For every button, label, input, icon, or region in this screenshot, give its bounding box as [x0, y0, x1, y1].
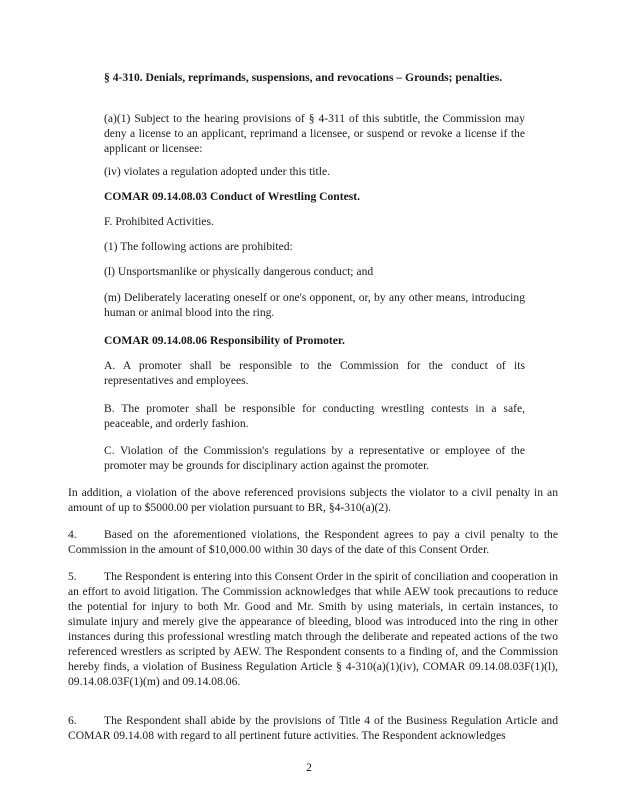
paragraph-f: F. Prohibited Activities. — [104, 215, 214, 228]
numbered-item-5 — [68, 569, 558, 689]
paragraph-l: (l) Unsportsmanlike or physically dangerous conduct; and — [104, 265, 374, 278]
paragraph-C: C. Violation of the Commission's regulations by a representative or employee of the promoter may be grounds for disciplinary action against the promoter. — [104, 444, 525, 472]
item-text: The Respondent shall abide by the provisions of Title 4 of the Business Regulation Article and COMAR 09.14.08 with regard to all pertinent future activities. The Respondent acknowledges — [68, 714, 558, 742]
page-number: 2 — [306, 761, 312, 774]
paragraph-a1: (a)(1) Subject to the hearing provisions of § 4-311 of this subtitle, the Commission may deny a license to an applicant, reprimand a licensee, or suspend or revoke a license if the applicant or licensee: — [104, 112, 525, 155]
item-number: 5. — [68, 570, 77, 583]
item-number: 4. — [68, 528, 77, 541]
paragraph-B: B. The promoter shall be responsible for conducting wrestling contests in a safe, peaceable, and orderly fashion. — [104, 402, 525, 430]
paragraph-A: A. A promoter shall be responsible to the Commission for the conduct of its representatives and employees. — [104, 359, 525, 387]
item-number: 6. — [68, 714, 77, 727]
item-text: The Respondent is entering into this Consent Order in the spirit of conciliation and cooperation in an effort to avoid litigation. The Commission acknowledges that while AEW took precautions to reduce the potential for injury to both Mr. Good and Mr. Smith by using materials, in certain instances, to simulate injury and merely give the appearance of bleeding, blood was introduced into the ring in other instances during this professional wrestling match through the deliberate and repeated actions of the two referenced wrestlers as scripted by AEW. The Respondent consents to a finding of, and the Commission hereby finds, a violation of Business Regulation Article § 4-310(a)(1)(iv), COMAR 09.14.08.03F(1)(l), 09.14.08.03F(1)(m) and 09.14.08.06. — [68, 570, 558, 688]
item-text: Based on the aforementioned violations, the Respondent agrees to pay a civil penalty to the Commission in the amount of $10,000.00 within 30 days of the date of this Consent Order. — [68, 528, 558, 556]
paragraph-m: (m) Deliberately lacerating oneself or one's opponent, or, by any other means, introducing human or animal blood into the ring. — [104, 291, 525, 319]
numbered-item-6 — [68, 713, 558, 743]
paragraph-addition: In addition, a violation of the above referenced provisions subjects the violator to a civil penalty in an amount of up to $5000.00 per violation pursuant to BR, §4-310(a)(2). — [68, 486, 558, 514]
paragraph-f1: (1) The following actions are prohibited: — [104, 240, 293, 253]
numbered-item-4 — [68, 527, 558, 557]
comar-0803-heading: COMAR 09.14.08.03 Conduct of Wrestling Contest. — [104, 190, 361, 203]
section-heading: § 4-310. Denials, reprimands, suspensions, and revocations – Grounds; penalties. — [104, 71, 503, 84]
paragraph-iv: (iv) violates a regulation adopted under this title. — [104, 165, 331, 178]
comar-0806-heading: COMAR 09.14.08.06 Responsibility of Promoter. — [104, 334, 345, 347]
